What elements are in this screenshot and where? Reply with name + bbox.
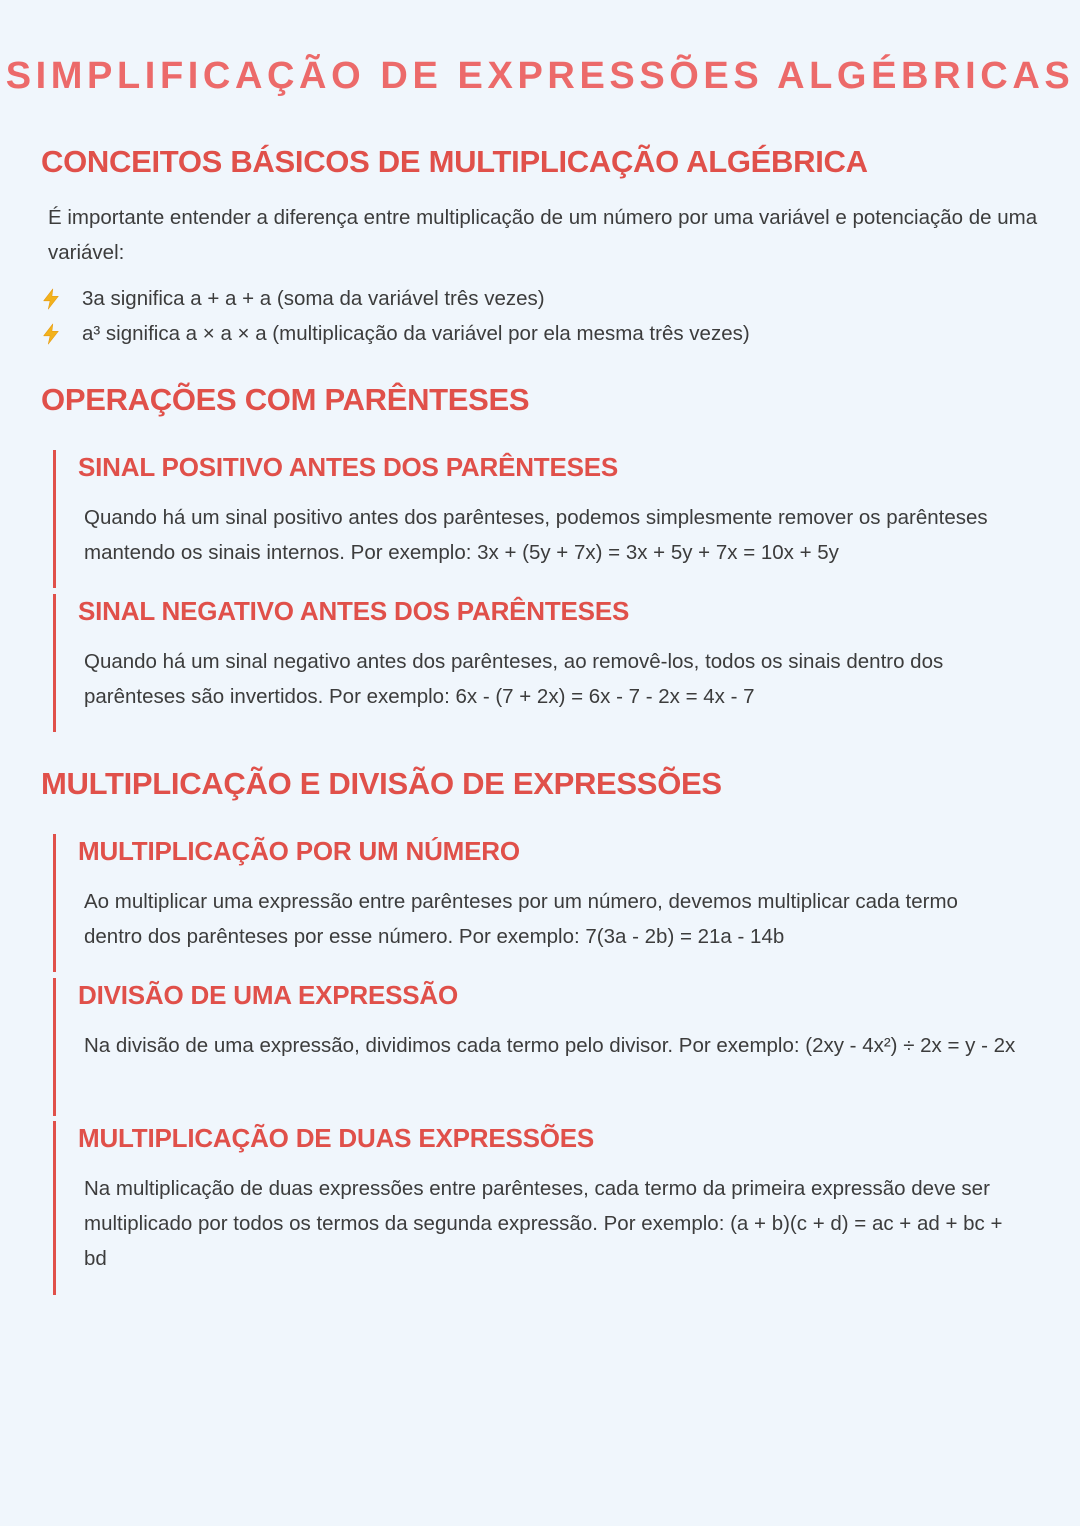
subsection-negative-sign bbox=[53, 594, 1028, 732]
subsection-heading: MULTIPLICAÇÃO DE DUAS EXPRESSÕES bbox=[78, 1123, 595, 1153]
subsection-text: Quando há um sinal positivo antes dos parênteses, podemos simplesmente remover os parênteses mantendo os sinais internos. Por exemplo: 3x + (5y + 7x) = 3x + 5y + 7x = 10x + 5y bbox=[84, 506, 988, 564]
subsection-heading: DIVISÃO DE UMA EXPRESSÃO bbox=[78, 980, 458, 1010]
list-item bbox=[40, 316, 750, 351]
section-intro: É importante entender a diferença entre multiplicação de um número por uma variável e potenciação de uma variável: bbox=[48, 206, 1038, 264]
subsection-text: Na multiplicação de duas expressões entre parênteses, cada termo da primeira expressão deve ser multiplicado por todos os termos da segunda expressão. Por exemplo: (a + b)(c + d) = ac + ad + bc + bd bbox=[84, 1177, 1003, 1270]
bullet-text: a³ significa a × a × a (multiplicação da variável por ela mesma três vezes) bbox=[82, 322, 750, 345]
section-heading-parentheses: OPERAÇÕES COM PARÊNTESES bbox=[41, 382, 530, 417]
subsection-multiply-two-expressions bbox=[53, 1121, 1028, 1295]
bullet-list bbox=[40, 281, 750, 351]
section-heading-multiplication-division: MULTIPLICAÇÃO E DIVISÃO DE EXPRESSÕES bbox=[41, 766, 722, 801]
page-title: SIMPLIFICAÇÃO DE EXPRESSÕES ALGÉBRICAS bbox=[5, 55, 1075, 97]
subsection-text: Quando há um sinal negativo antes dos parênteses, ao removê-los, todos os sinais dentro dos parênteses são invertidos. Por exemplo: 6x - (7 + 2x) = 6x - 7 - 2x = 4x - 7 bbox=[84, 650, 944, 708]
subsection-division bbox=[53, 978, 1028, 1116]
section-heading-basic-concepts: CONCEITOS BÁSICOS DE MULTIPLICAÇÃO ALGÉBRICA bbox=[41, 144, 868, 179]
lightning-icon bbox=[40, 288, 62, 310]
bullet-text: 3a significa a + a + a (soma da variável três vezes) bbox=[82, 287, 545, 310]
subsection-text: Na divisão de uma expressão, dividimos cada termo pelo divisor. Por exemplo: (2xy - 4x²) ÷ 2x = y - 2x bbox=[84, 1034, 1016, 1057]
subsection-text: Ao multiplicar uma expressão entre parênteses por um número, devemos multiplicar cada termo dentro dos parênteses por esse número. Por exemplo: 7(3a - 2b) = 21a - 14b bbox=[84, 890, 958, 948]
subsection-heading: MULTIPLICAÇÃO POR UM NÚMERO bbox=[78, 836, 520, 866]
lightning-icon bbox=[40, 323, 62, 345]
subsection-heading: SINAL NEGATIVO ANTES DOS PARÊNTESES bbox=[78, 596, 630, 626]
subsection-multiply-by-number bbox=[53, 834, 1028, 972]
list-item bbox=[40, 281, 750, 316]
subsection-heading: SINAL POSITIVO ANTES DOS PARÊNTESES bbox=[78, 452, 619, 482]
subsection-positive-sign bbox=[53, 450, 1028, 588]
